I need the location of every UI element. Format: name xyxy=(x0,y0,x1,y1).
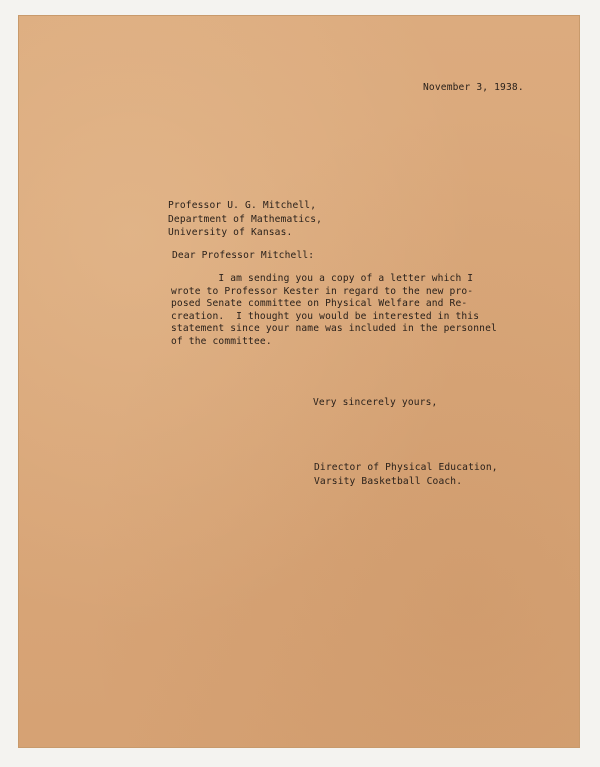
body-line: posed Senate committee on Physical Welfare and Re- xyxy=(171,298,468,310)
recipient-address xyxy=(168,201,322,242)
body-line: statement since your name was included in the personnel xyxy=(171,323,497,335)
body-line: of the committee. xyxy=(171,335,272,347)
signature-role: Varsity Basketball Coach. xyxy=(314,475,463,487)
letter-date: November 3, 1938. xyxy=(423,82,524,93)
body-line: I am sending you a copy of a letter which I xyxy=(171,273,474,284)
letter-body xyxy=(171,274,497,350)
signature-block xyxy=(314,463,498,490)
letter-page xyxy=(18,15,580,748)
recipient-institution: University of Kansas. xyxy=(168,227,293,239)
signature-title: Director of Physical Education, xyxy=(314,462,498,473)
recipient-name: Professor U. G. Mitchell, xyxy=(168,200,317,211)
complimentary-closing: Very sincerely yours, xyxy=(313,397,438,408)
body-line: wrote to Professor Kester in regard to the new pro- xyxy=(171,285,474,297)
salutation: Dear Professor Mitchell: xyxy=(172,250,315,261)
recipient-department: Department of Mathematics, xyxy=(168,213,323,225)
body-line: creation. I thought you would be interested in this xyxy=(171,310,480,322)
